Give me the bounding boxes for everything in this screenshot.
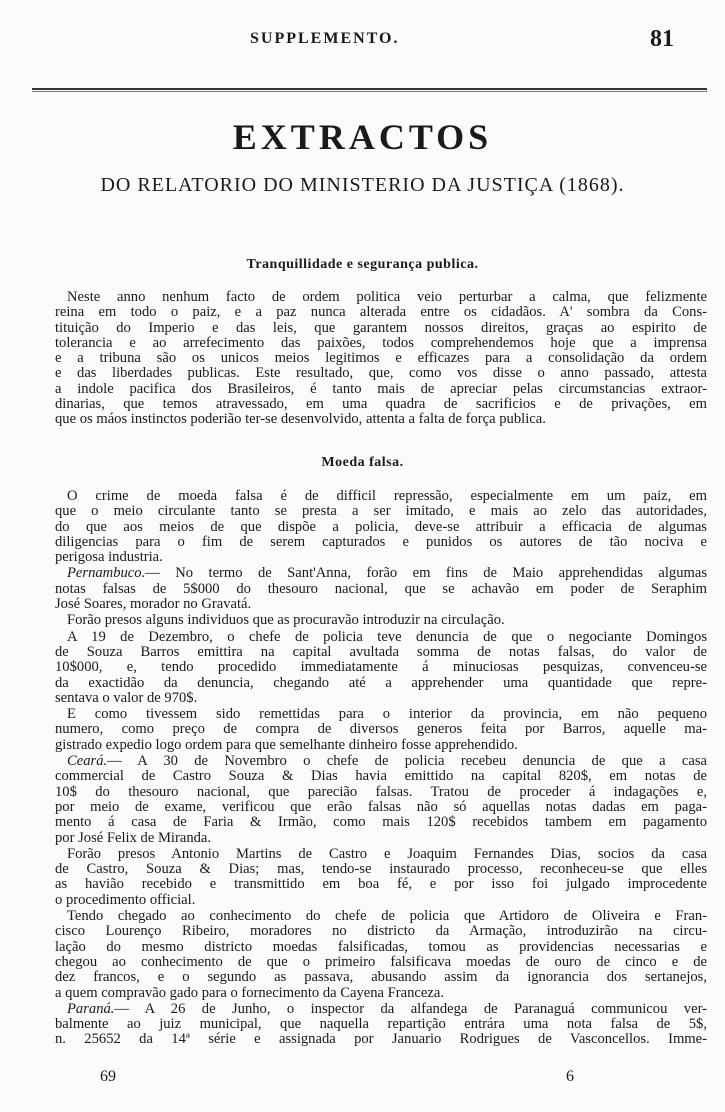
line-text: gistrado expedio logo ordem para que semelhante dinheiro fosse apprehendido. [55, 737, 518, 753]
text-line [55, 366, 707, 381]
text-line [55, 597, 707, 612]
paragraph [55, 566, 707, 612]
text-line [55, 566, 707, 581]
line-text: sentava o valor de 970$. [55, 690, 198, 706]
text-line [55, 722, 707, 737]
text-line [55, 535, 707, 550]
line-text: Forão presos alguns individuos que as procuravão introduzir na circulação. [67, 613, 505, 629]
line-text: mento á casa de Faria & Irmão, como mais 120$ recebidos tambem em pagamento [55, 815, 707, 831]
line-text: a quem compravão gado para o fornecimento da Cayena Franceza. [55, 985, 444, 1001]
line-text: — A 26 de Junho, o inspector da alfandega de Paranaguá communicou ver- [114, 1001, 707, 1017]
text-line [55, 630, 707, 645]
line-text: a indole pacifica dos Brasileiros, é tanto mais de apreciar pelas circumstancias extraor- [55, 381, 707, 397]
text-line [55, 815, 707, 830]
text-line [55, 924, 707, 939]
paragraph [55, 1002, 707, 1048]
text-line [55, 955, 707, 970]
line-text: que os máos instinctos poderião ter-se desenvolvido, attenta a falta de força publica. [55, 412, 546, 428]
line-text: numero, como preço de compra de diversos generos feita por Barros, aquelle ma- [55, 722, 707, 738]
signature-mark-left: 69 [100, 1068, 116, 1085]
paragraph [55, 290, 707, 428]
text-line [55, 351, 707, 366]
section-heading-moeda-falsa: Moeda falsa. [321, 455, 404, 470]
line-text: tolerancia e ao arrefecimento das paixões, todos comprehendemos hoje que a imprensa [55, 335, 707, 351]
text-line [55, 847, 707, 862]
line-text: o procedimento official. [55, 892, 196, 908]
text-line [55, 645, 707, 660]
line-text: balmente ao juiz municipal, que naquella repartição entrára uma nota falsa de 5$, [55, 1017, 707, 1033]
line-text: por José Felix de Miranda. [55, 830, 212, 846]
text-line [55, 877, 707, 892]
header-rule [32, 88, 707, 92]
text-line [55, 940, 707, 955]
line-text: que o meio circulante tanto se presta a ser imitado, e mais ao zelo das autoridades, [55, 504, 707, 520]
text-line [55, 676, 707, 691]
text-line [55, 582, 707, 597]
province-lead: Paraná. [67, 1001, 115, 1017]
paragraph [55, 630, 707, 706]
page-title: EXTRACTOS [232, 117, 493, 157]
text-line [55, 970, 707, 985]
text-line [55, 800, 707, 815]
line-text: dez francos, e o segundo as passava, abusando assim da ignorancia dos sertanejos, [55, 970, 707, 986]
text-line [55, 785, 707, 800]
text-line [55, 1017, 707, 1032]
line-text: diligencias para o fim de serem capturados e punidos os autores de tão nociva e [55, 534, 707, 550]
line-text: e a tribuna são os unicos meios legitimos e efficazes para a consolidação da ordem [55, 351, 707, 367]
section-heading-tranquillidade: Tranquillidade e segurança publica. [246, 257, 479, 272]
page-number: 81 [650, 26, 674, 52]
paragraph [55, 613, 707, 628]
paragraph [55, 754, 707, 846]
text-line [55, 707, 707, 722]
page-subtitle: DO RELATORIO DO MINISTERIO DA JUSTIÇA (1868). [100, 174, 625, 196]
province-lead: Pernambuco. [67, 566, 146, 582]
text-line [55, 909, 707, 924]
line-text: n. 25652 da 14ª série e assignada por Januario Rodrigues de Vasconcellos. Imme- [55, 1032, 707, 1048]
line-text: notas falsas de 5$000 do thesouro nacional, que se achavão em poder de Seraphim [55, 581, 707, 597]
text-line [55, 769, 707, 784]
line-text: — A 30 de Novembro o chefe de policia recebeu denuncia de que a casa [107, 754, 707, 770]
text-line [55, 613, 707, 628]
line-text: as havião recebido e transmittido em boa fé, e por isso foi julgado improcedente [55, 877, 707, 893]
line-text: lação do mesmo districto moedas falsificadas, tomou as providencias necessarias e [55, 939, 707, 955]
line-text: e das liberdades publicas. Este resultado, que, como vos disse o anno passado, attesta [55, 366, 707, 382]
line-text: — No termo de Sant'Anna, forão em fins de Maio apprehendidas algumas [145, 566, 707, 582]
line-text: Neste anno nenhum facto de ordem politica veio perturbar a calma, que felizmente [67, 290, 707, 305]
text-line [55, 305, 707, 320]
text-line [55, 893, 707, 908]
text-line [55, 336, 707, 351]
signature-mark-right: 6 [566, 1068, 574, 1085]
paragraph [55, 489, 707, 565]
line-text: tituição do Imperio e das leis, que garantem nossos direitos, graças ao espirito de [55, 320, 707, 336]
text-line [55, 550, 707, 565]
section-body-moeda-falsa [55, 489, 707, 1049]
running-header [0, 26, 725, 54]
line-text: Tendo chegado ao conhecimento do chefe de policia que Artidoro de Oliveira e Fran- [67, 909, 707, 925]
text-line [55, 1002, 707, 1017]
paragraph [55, 707, 707, 753]
text-line [55, 862, 707, 877]
text-line [55, 489, 707, 504]
line-text: dinarias, que temos atravessado, em uma quadra de sacrificios e de privações, em [55, 397, 707, 413]
text-line [55, 986, 707, 1001]
line-text: commercial de Castro Souza & Dias havia emittido na capital 820$, em notas de [55, 769, 707, 785]
text-line [55, 691, 707, 706]
line-text: perigosa industria. [55, 550, 163, 566]
line-text: de Souza Barros emittira na capital avultada somma de notas falsas, do valor de [55, 644, 707, 660]
line-text: reina em todo o paiz, e a paz nunca alterada entre os cidadãos. A' sombra da Cons- [55, 305, 707, 321]
text-line [55, 290, 707, 305]
line-text: José Soares, morador no Gravatá. [55, 597, 252, 613]
line-text: cisco Lourenço Ribeiro, moradores no districto da Armação, introduzirão na circu- [55, 924, 707, 940]
text-line [55, 321, 707, 336]
text-line [55, 831, 707, 846]
line-text: Forão presos Antonio Martins de Castro e Joaquim Fernandes Dias, socios da casa [67, 846, 707, 862]
paragraph [55, 847, 707, 908]
section-body-tranquillidade [55, 290, 707, 429]
text-line [55, 660, 707, 675]
line-text: O crime de moeda falsa é de difficil repressão, especialmente em um paiz, em [67, 489, 707, 504]
text-line [55, 754, 707, 769]
line-text: chegou ao conhecimento de que o primeiro falsificava moedas de ouro de cinco e de [55, 954, 707, 970]
text-line [55, 520, 707, 535]
line-text: do que aos meios de que dispõe a policia, deve-se attribuir a efficacia de algumas [55, 519, 707, 535]
running-title: SUPPLEMENTO. [250, 30, 400, 47]
paragraph [55, 909, 707, 1001]
text-line [55, 738, 707, 753]
line-text: de Castro, Souza & Dias; mas, tendo-se instaurado processo, reconheceu-se que elles [55, 862, 707, 878]
text-line [55, 1032, 707, 1047]
province-lead: Ceará. [67, 754, 108, 770]
text-line [55, 397, 707, 412]
line-text: 10$ do thesouro nacional, que parecião falsas. Tratou de proceder á indagações e, [55, 784, 707, 800]
line-text: por meio de exame, verificou que erão falsas não só aquellas notas dadas em paga- [55, 799, 707, 815]
line-text: E como tivessem sido remettidas para o interior da provincia, em não pequeno [67, 707, 707, 723]
text-line [55, 382, 707, 397]
line-text: da exactidão da denuncia, chegando até a apprehender uma quantidade que repre- [55, 675, 707, 691]
text-line [55, 412, 707, 427]
text-line [55, 504, 707, 519]
line-text: A 19 de Dezembro, o chefe de policia teve denuncia de que o negociante Domingos [67, 629, 707, 645]
line-text: 10$000, e, tendo procedido immediatamente á minuciosas pesquizas, convenceu-se [55, 660, 707, 676]
